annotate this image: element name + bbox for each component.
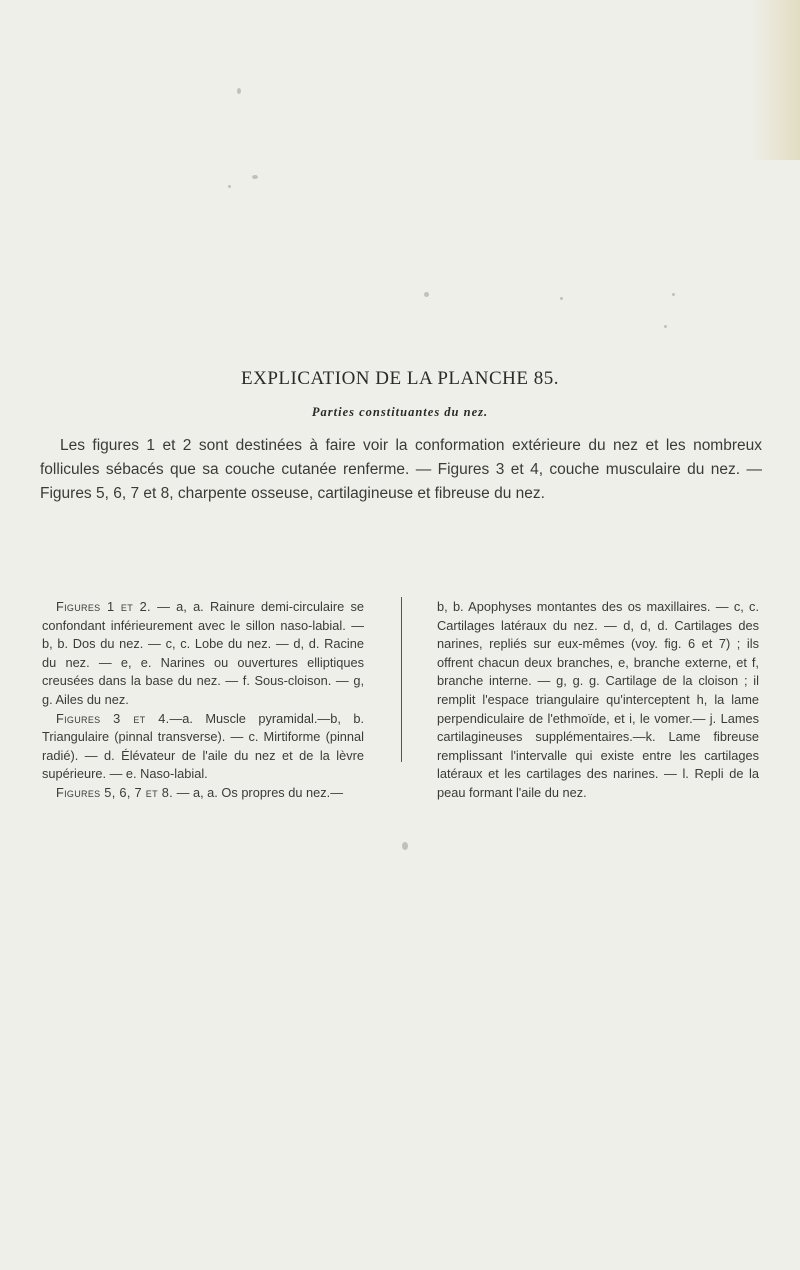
paper-stain: [750, 0, 800, 160]
right-column: [437, 598, 759, 803]
figures-3-4-paragraph: [42, 710, 364, 784]
paper-speck: [560, 297, 563, 300]
intro-paragraph: Les figures 1 et 2 sont destinées à faire voir la conformation extérieure du nez et les nombreux follicules sébacés que sa couche cutanée renferme. — Figures 3 et 4, couche musculaire du nez. — Figures 5, 6, 7 et 8, charpente osseuse, cartilagineuse et fibreuse du nez.: [40, 437, 762, 502]
paper-speck: [237, 88, 241, 94]
figure-label: Figures 5, 6, 7 et 8.: [56, 784, 174, 800]
figure-label: Figures 3 et 4.: [56, 710, 170, 726]
page-subtitle: Parties constituantes du nez.: [311, 405, 489, 419]
paper-speck: [228, 185, 231, 188]
figures-5-8-paragraph: [42, 784, 364, 803]
paper-speck: [672, 293, 675, 296]
paper-speck: [252, 175, 258, 179]
legend-continuation: b, b. Apophyses montantes des os maxillaires. — c, c. Cartilages latéraux du nez. — d, d, d. Cartilages des narines, repliés sur eux-mêmes (voy. fig. 6 et 7) ; ils offrent chacun deux branches, e, branche externe, et f, branche interne. — g, g. g. Cartilage de la cloison ; il remplit l'espace triangulaire qu'interceptent h, la lame perpendiculaire de l'ethmoïde, et i, le vomer.— j. Lames cartilagineuses supplémentaires.—k. Lame fibreuse remplissant l'intervalle qui existe entre les cartilages latéraux et les cartilages des narines. — l. Repli de la peau formant l'aile du nez.: [437, 599, 759, 800]
legend-text: — a, a. Rainure demi-circulaire se confondant inférieurement avec le sillon naso-labial. — b, b. Dos du nez. — c, c. Lobe du nez. — d, d. Racine du nez. — e, e. Narines ou ouvertures elliptiques creusées dans la base du nez. — f. Sous-cloison. — g, g. Ailes du nez.: [42, 599, 364, 707]
left-column: [42, 598, 364, 803]
legend-text: —a. Muscle pyramidal.—b, b. Triangulaire (pinnal transverse). — c. Mirtiforme (pinnal radié). — d. Élévateur de l'aile du nez et de la lèvre supérieure. — e. Naso-labial.: [42, 710, 364, 782]
legend-text: — a, a. Os propres du nez.—: [173, 784, 344, 800]
paper-speck: [402, 842, 408, 850]
page-title: EXPLICATION DE LA PLANCHE 85.: [241, 368, 559, 389]
paper-speck: [424, 292, 429, 297]
figure-label: Figures 1 et 2.: [56, 599, 151, 614]
paper-speck: [664, 325, 667, 328]
column-divider: [401, 597, 402, 762]
figures-1-2-paragraph: [42, 598, 364, 710]
